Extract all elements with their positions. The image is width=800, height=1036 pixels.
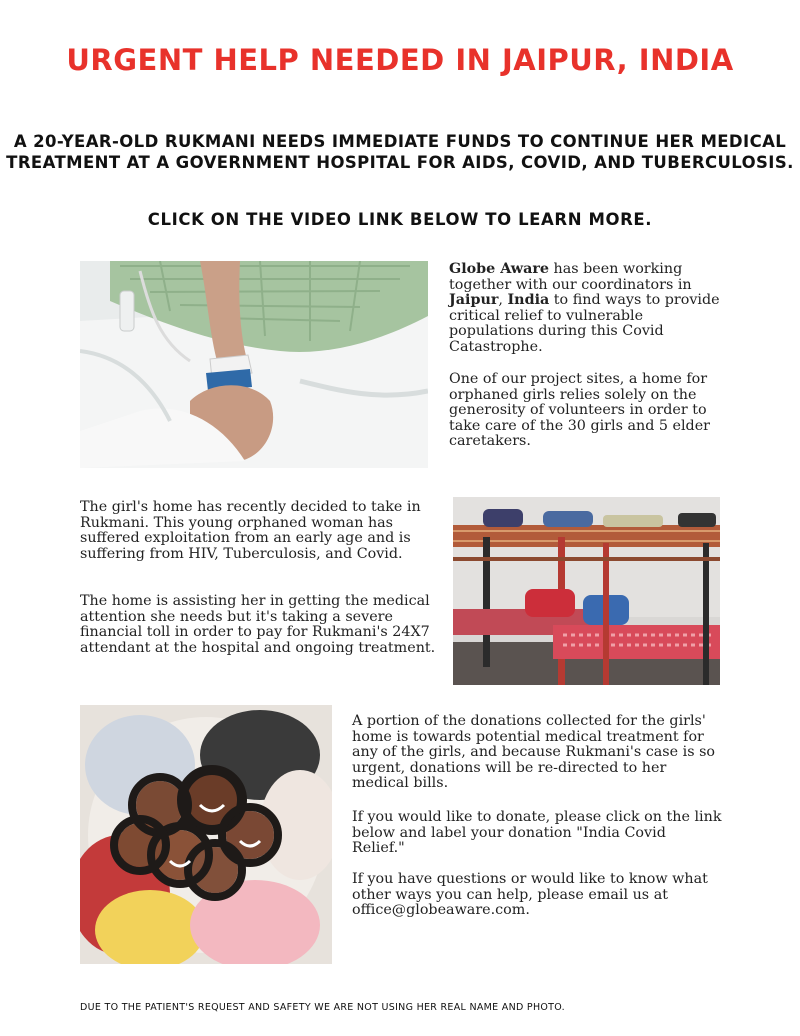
hospital-patient-photo (80, 261, 428, 468)
donations-paragraph: A portion of the donations collected for the girls' home is towards potential medical treatment for any of the girls, and because Rukmani's case is so urgent, donations will be re-directed to her medical bills. (352, 713, 716, 791)
privacy-footnote: DUE TO THE PATIENT'S REQUEST AND SAFETY WE ARE NOT USING HER REAL NAME AND PHOTO. (80, 1002, 565, 1013)
donate-instructions-paragraph: If you would like to donate, please click on the link below and label your donation "India Covid Relief." (352, 809, 722, 856)
home-assistance-paragraph: The home is assisting her in getting the medical attention she needs but it's taking a severe financial toll in order to pay for Rukmani's 24X7 attendant at the hospital and ongoing treatment. (80, 593, 436, 656)
page-subtitle: A 20-YEAR-OLD RUKMANI NEEDS IMMEDIATE FUNDS TO CONTINUE HER MEDICAL TREATMENT AT A GOVERNMENT HOSPITAL FOR AIDS, COVID, AND TUBERCULOSIS. (6, 132, 794, 172)
project-site-paragraph: One of our project sites, a home for orphaned girls relies solely on the generosity of volunteers in order to take care of the 30 girls and 5 elder caretakers. (449, 371, 711, 449)
bunk-beds-photo (453, 497, 720, 685)
video-cta: CLICK ON THE VIDEO LINK BELOW TO LEARN MORE. (147, 210, 653, 229)
page-title: URGENT HELP NEEDED IN JAIPUR, INDIA (66, 43, 734, 77)
contact-paragraph: If you have questions or would like to know what other ways you can help, please email us at office@globeaware.com. (352, 871, 708, 918)
rukmani-paragraph: The girl's home has recently decided to take in Rukmani. This young orphaned woman has suffered exploitation from an early age and is suffering from HIV, Tuberculosis, and Covid. (80, 499, 421, 562)
intro-paragraph: Globe Aware has been working together with our coordinators in Jaipur, India to find ways to provide critical relief to vulnerable populations during this Covid Catastrophe. (449, 261, 720, 355)
girls-group-photo (80, 705, 332, 964)
